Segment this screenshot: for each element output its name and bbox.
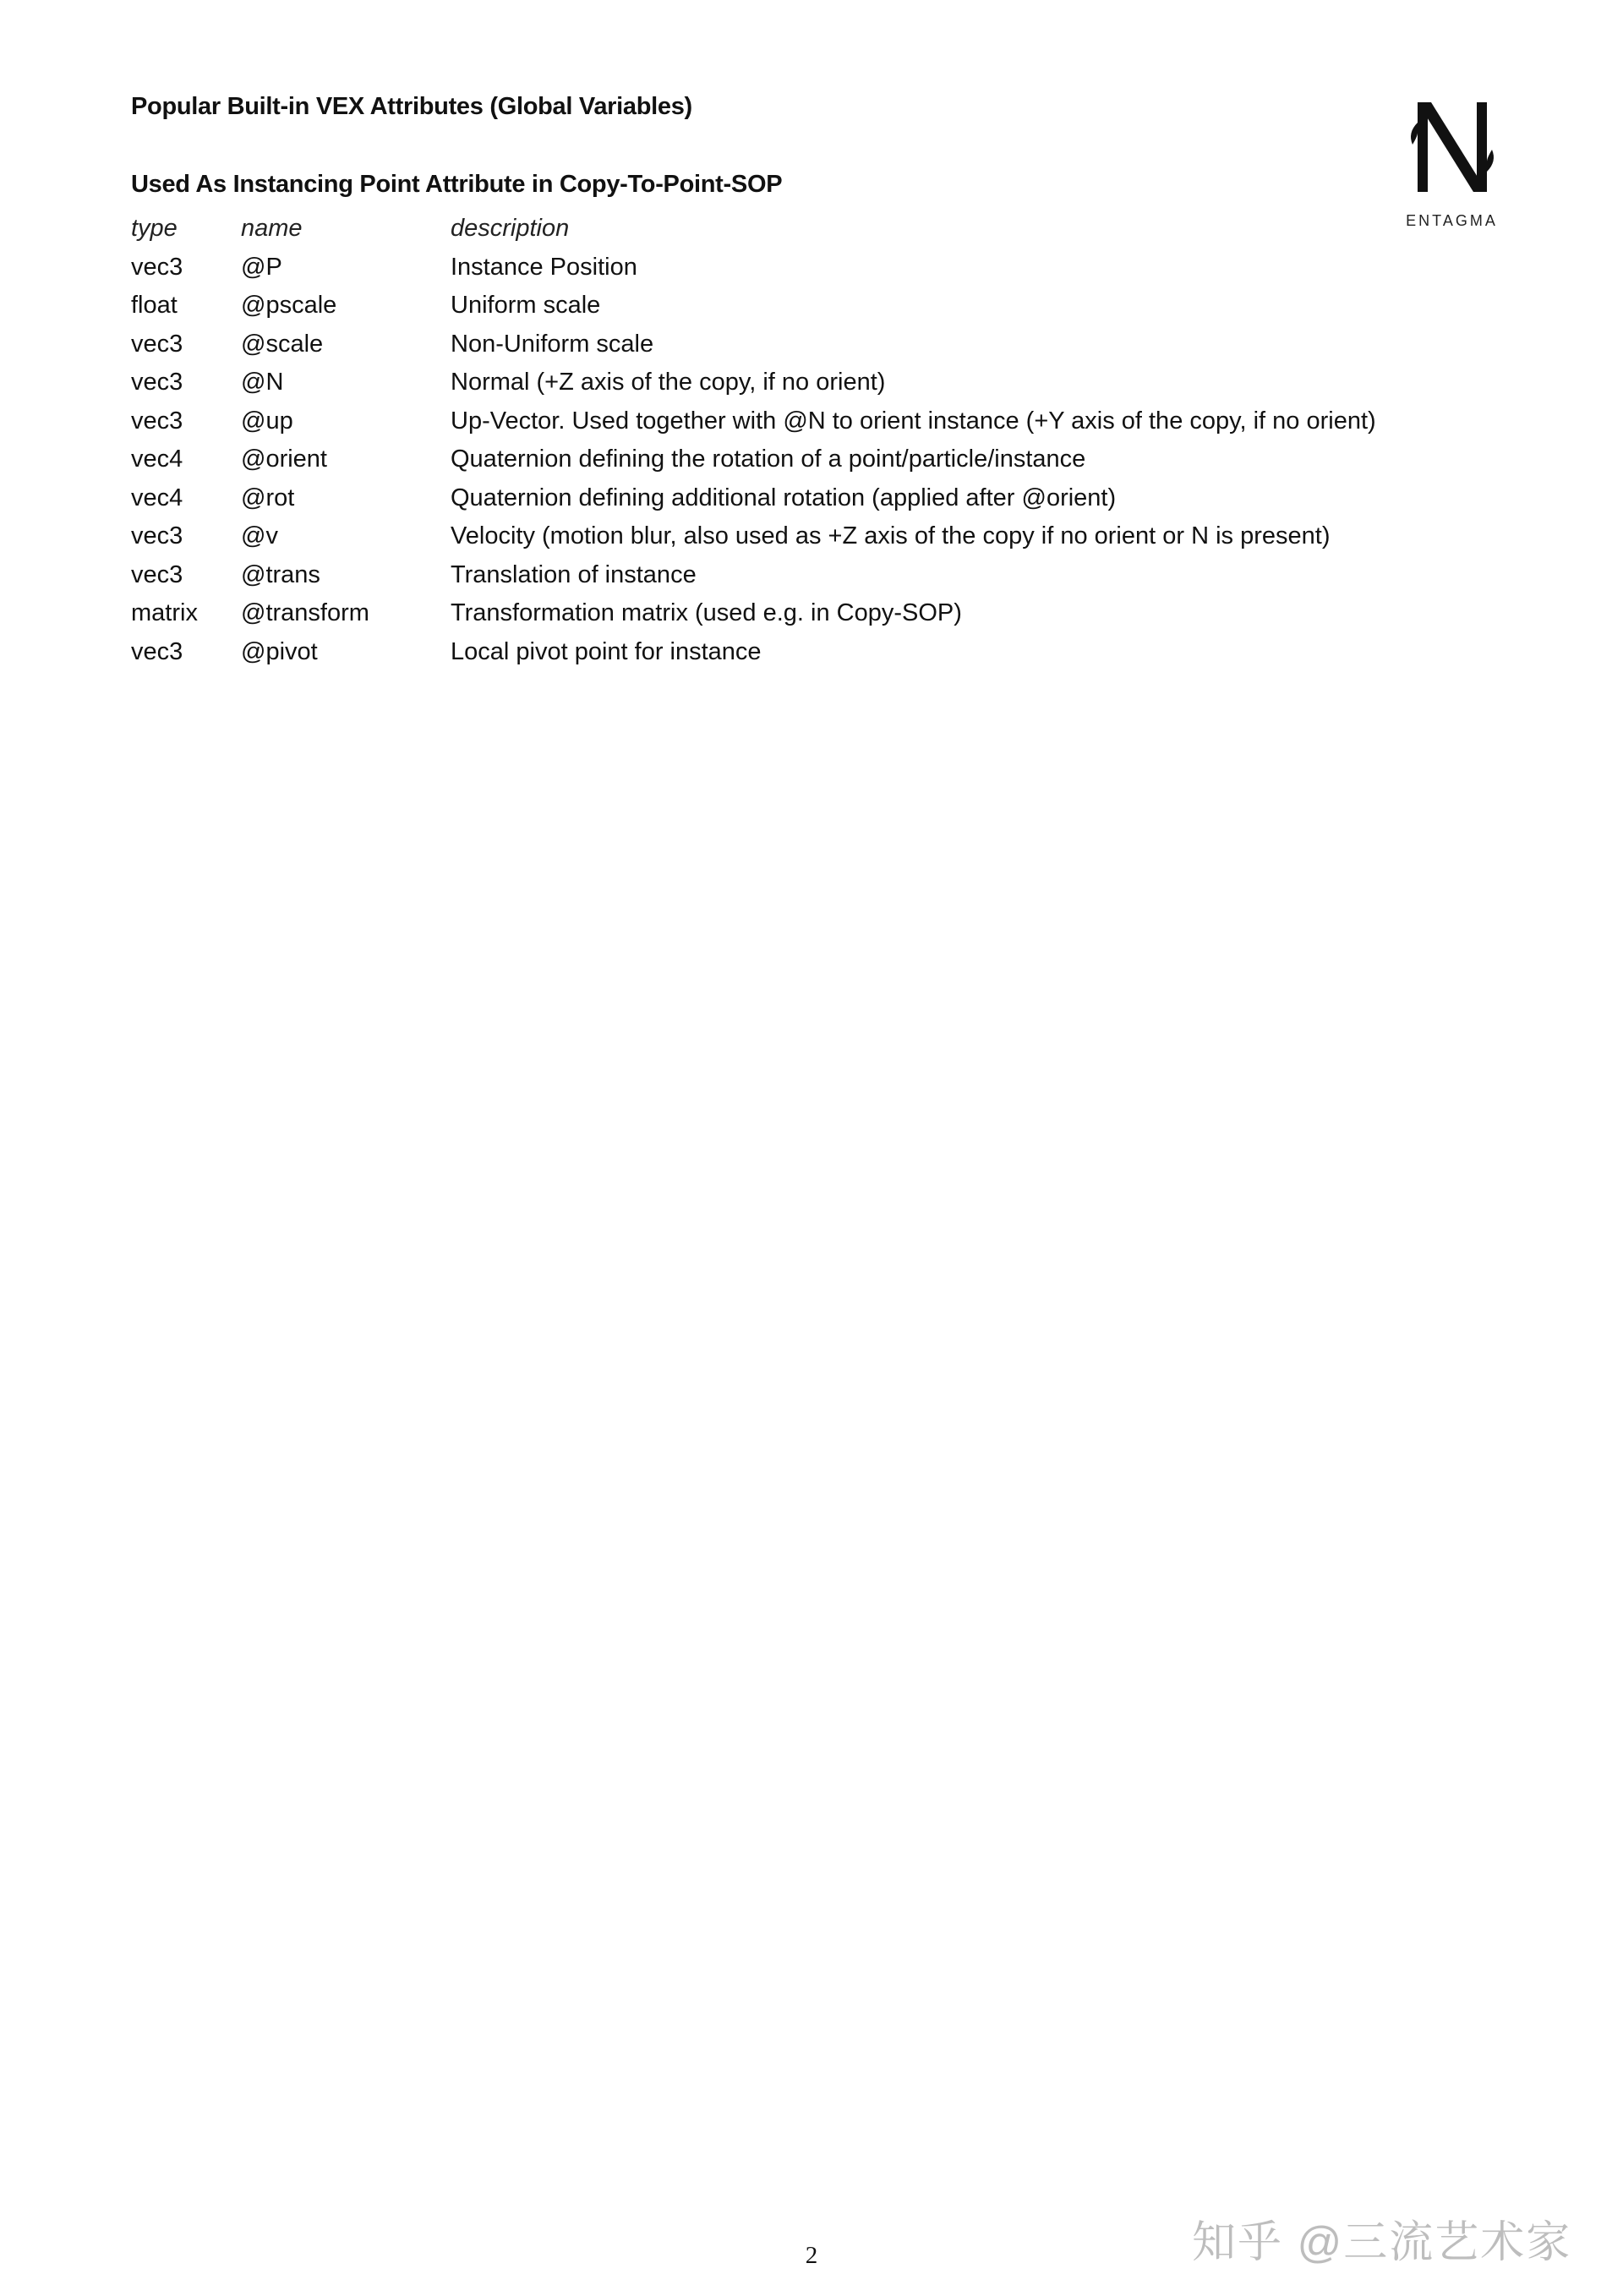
- cell-description: Normal (+Z axis of the copy, if no orient): [451, 369, 886, 396]
- cell-description: Non-Uniform scale: [451, 330, 654, 358]
- page-number: 2: [805, 2242, 818, 2269]
- cell-name: @orient: [241, 446, 327, 473]
- cell-description: Up-Vector. Used together with @N to orient instance (+Y axis of the copy, if no orient): [451, 407, 1376, 435]
- cell-name: @P: [241, 253, 282, 281]
- cell-name: @scale: [241, 330, 324, 358]
- cell-description: Instance Position: [451, 253, 637, 281]
- header-description: description: [451, 215, 570, 243]
- table-row: [131, 517, 1450, 556]
- cell-type: vec3: [131, 330, 183, 358]
- cell-type: float: [131, 292, 178, 320]
- cell-description: Quaternion defining additional rotation (applied after @orient): [451, 484, 1117, 511]
- table-row: [131, 364, 1450, 402]
- cell-type: vec3: [131, 407, 183, 435]
- header-type: type: [131, 215, 178, 243]
- cell-name: @rot: [241, 484, 295, 511]
- logo-wordmark: ENTAGMA: [1406, 212, 1498, 229]
- cell-description: Transformation matrix (used e.g. in Copy-SOP): [451, 599, 962, 627]
- cell-name: @up: [241, 407, 293, 435]
- cell-type: vec4: [131, 484, 183, 511]
- entagma-n-logo-icon: [1406, 97, 1499, 197]
- page-title: Popular Built-in VEX Attributes (Global Variables): [131, 93, 692, 120]
- cell-type: vec3: [131, 637, 183, 665]
- cell-type: vec3: [131, 560, 183, 588]
- table-header-row: [131, 210, 1450, 249]
- header-name: name: [241, 215, 303, 243]
- cell-description: Translation of instance: [451, 560, 697, 588]
- cell-type: vec3: [131, 369, 183, 396]
- table-row: [131, 556, 1450, 595]
- cell-name: @v: [241, 522, 278, 550]
- cell-description: Uniform scale: [451, 292, 601, 320]
- cell-type: vec4: [131, 446, 183, 473]
- cell-description: Quaternion defining the rotation of a point/particle/instance: [451, 446, 1086, 473]
- section-title: Used As Instancing Point Attribute in Copy-To-Point-SOP: [131, 171, 783, 198]
- table-row: [131, 325, 1450, 364]
- cell-name: @transform: [241, 599, 369, 627]
- cell-name: @pivot: [241, 637, 318, 665]
- attributes-table: [131, 210, 1450, 671]
- table-row: [131, 440, 1450, 479]
- zhihu-watermark: 知乎 @三流艺术家: [1192, 2218, 1572, 2267]
- cell-type: vec3: [131, 522, 183, 550]
- table-row: [131, 594, 1450, 633]
- table-row: [131, 633, 1450, 672]
- cell-type: vec3: [131, 253, 183, 281]
- table-row: [131, 287, 1450, 325]
- cell-type: matrix: [131, 599, 198, 627]
- table-row: [131, 402, 1450, 441]
- cell-description: Local pivot point for instance: [451, 637, 762, 665]
- cell-name: @trans: [241, 560, 320, 588]
- table-row: [131, 249, 1450, 287]
- cell-description: Velocity (motion blur, also used as +Z axis of the copy if no orient or N is present): [451, 522, 1331, 550]
- cell-name: @N: [241, 369, 284, 396]
- cell-name: @pscale: [241, 292, 337, 320]
- table-row: [131, 479, 1450, 518]
